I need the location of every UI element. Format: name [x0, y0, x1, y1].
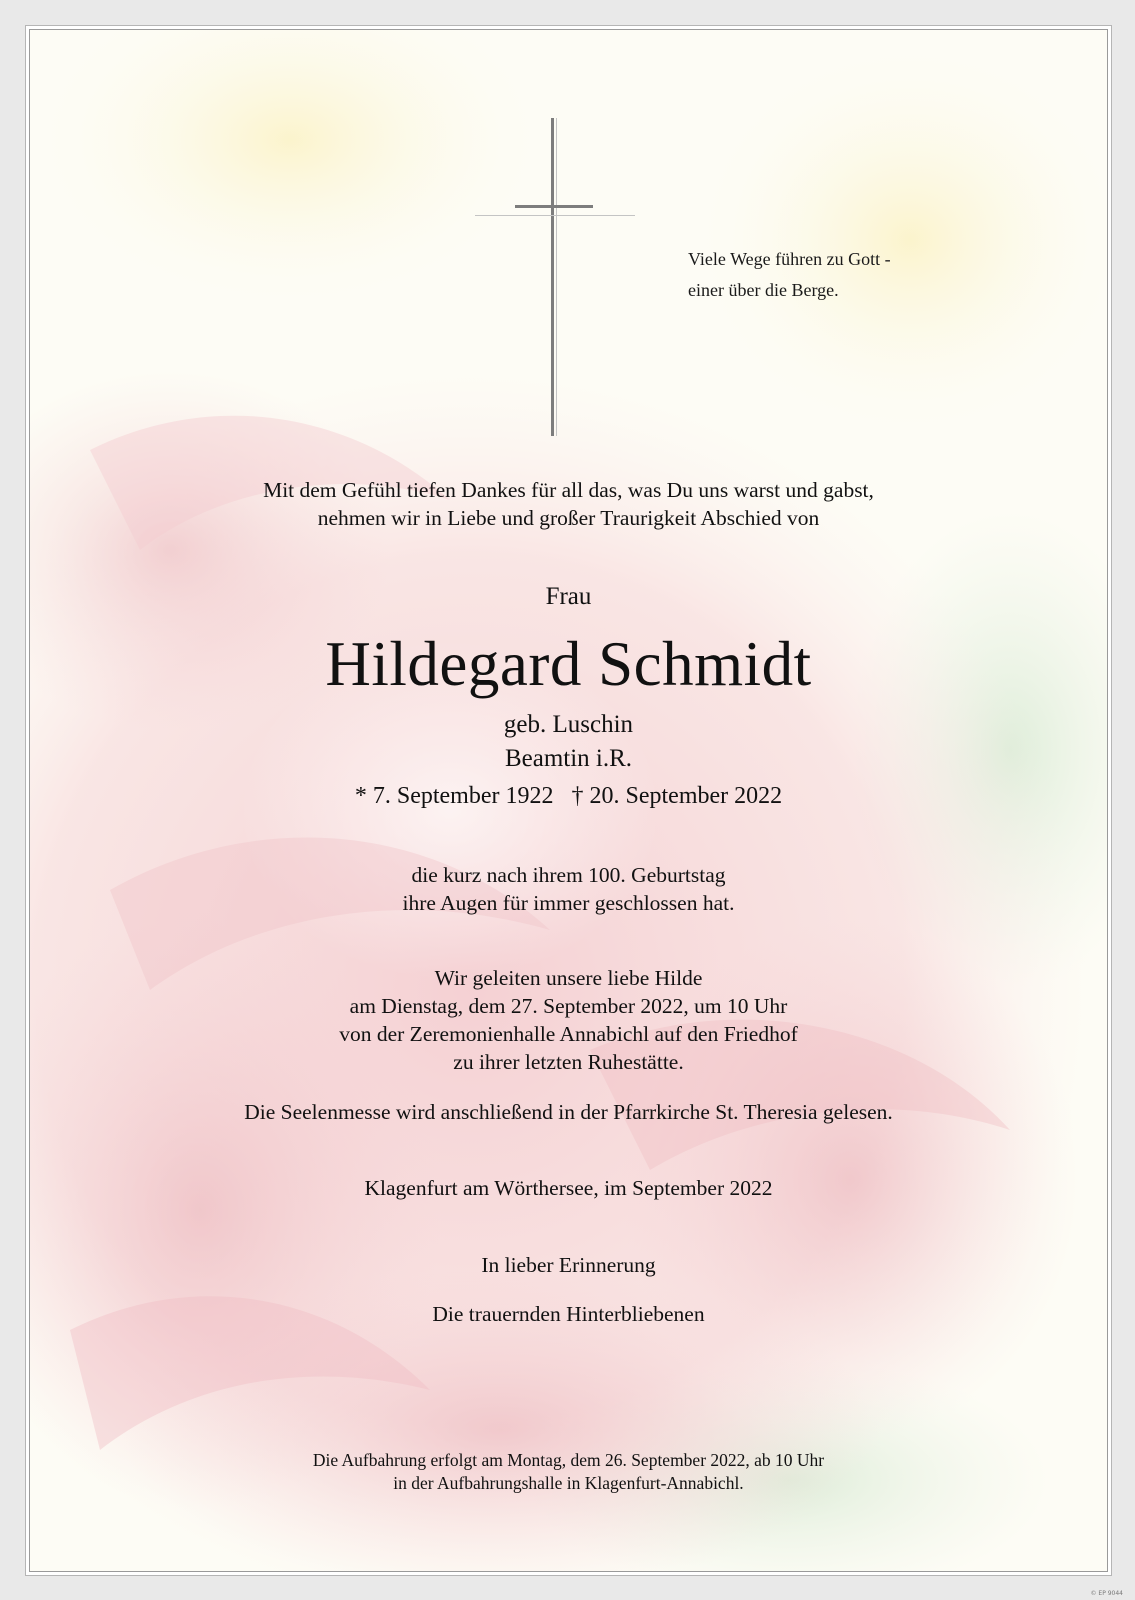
- latin-cross-icon: [475, 118, 635, 436]
- intro-text: [30, 476, 1107, 532]
- funeral-line-4: zu ihrer letzten Ruhestätte.: [453, 1050, 684, 1074]
- memory-line: In lieber Erinnerung: [481, 1253, 656, 1277]
- life-dates: [30, 781, 1107, 811]
- requiem-mass-text: Die Seelenmesse wird anschließend in der Pfarrkirche St. Theresia gelesen.: [244, 1100, 893, 1124]
- motto: [688, 244, 891, 306]
- viewing-line-2: in der Aufbahrungshalle in Klagenfurt-Annabichl.: [393, 1473, 744, 1493]
- viewing-line-1: Die Aufbahrung erfolgt am Montag, dem 26. September 2022, ab 10 Uhr: [312, 1450, 825, 1470]
- passing-line-1: die kurz nach ihrem 100. Geburtstag: [411, 863, 726, 887]
- profession-title: Beamtin i.R.: [504, 745, 633, 772]
- place-and-date: Klagenfurt am Wörthersee, im September 2022: [364, 1176, 773, 1200]
- death-date: † 20. September 2022: [571, 783, 783, 809]
- passing-text: [30, 861, 1107, 917]
- passing-line-2: ihre Augen für immer geschlossen hat.: [402, 891, 735, 915]
- obituary-content: [30, 30, 1107, 1571]
- birth-name: geb. Luschin: [503, 711, 634, 738]
- funeral-line-2: am Dienstag, dem 27. September 2022, um 10 Uhr: [349, 994, 788, 1018]
- mourners-line: Die trauernden Hinterbliebenen: [432, 1302, 705, 1326]
- motto-line-2: einer über die Berge.: [688, 280, 839, 300]
- funeral-line-1: Wir geleiten unsere liebe Hilde: [434, 966, 703, 990]
- viewing-notice: [30, 1449, 1107, 1495]
- motto-line-1: Viele Wege führen zu Gott -: [688, 249, 891, 269]
- intro-line-1: Mit dem Gefühl tiefen Dankes für all das, was Du uns warst und gabst,: [263, 478, 874, 502]
- birth-date: * 7. September 1922: [354, 783, 554, 809]
- deceased-name: Hildegard Schmidt: [325, 629, 812, 699]
- obituary-card: [29, 29, 1108, 1572]
- salutation: Frau: [545, 583, 592, 610]
- funeral-text: [30, 964, 1107, 1076]
- template-code: © EP 9044: [1090, 1590, 1123, 1597]
- intro-line-2: nehmen wir in Liebe und großer Traurigkeit Abschied von: [317, 506, 820, 530]
- funeral-line-3: von der Zeremonienhalle Annabichl auf den Friedhof: [339, 1022, 798, 1046]
